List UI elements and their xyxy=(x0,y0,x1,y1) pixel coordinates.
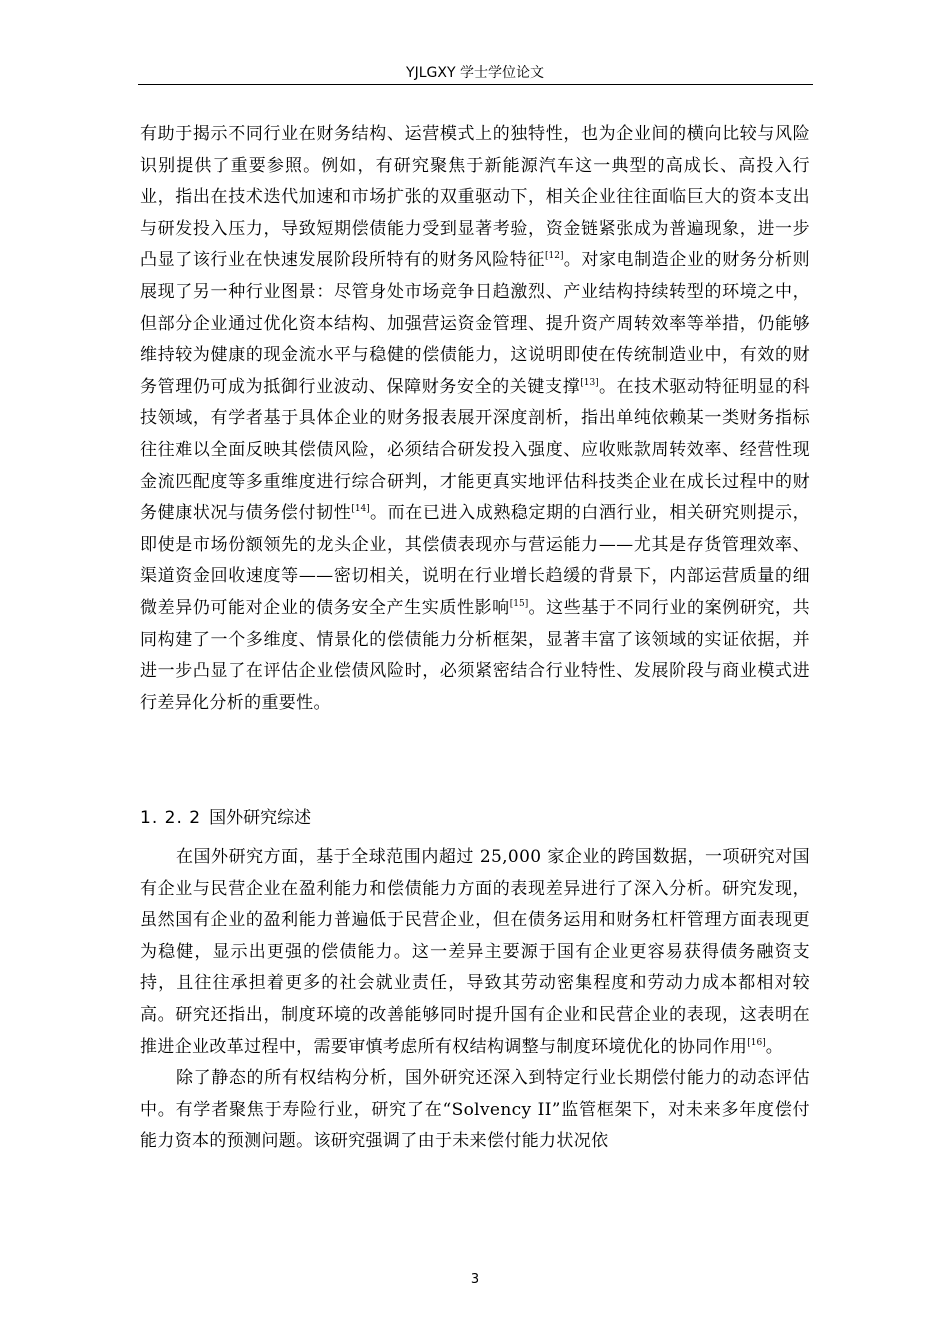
section-number: 1. 2. 2 xyxy=(140,808,202,828)
body-paragraph-continued xyxy=(140,119,810,719)
paragraph-text: 有助于揭示不同行业在财务结构、运营模式上的独特性，也为企业间的横向比较与风险识别提供了重要参照。例如，有研究聚焦于新能源汽车这一典型的高成长、高投入行业，指出在技术迭代加速和市场扩张的双重驱动下，相关企业往往面临巨大的资本支出与研发投入压力，导致短期偿债能力受到显著考验，资金链紧张成为普遍现象，进一步凸显了该行业在快速发展阶段所特有的财务风险特征 xyxy=(140,124,810,271)
paragraph-text: 。 xyxy=(765,1036,784,1057)
citation-14: [14] xyxy=(351,504,370,515)
page-number: 3 xyxy=(470,1272,480,1287)
body-section-foreign xyxy=(140,842,810,1158)
section-title: 国外研究综述 xyxy=(209,808,312,828)
running-header: YJLGXY 学士学位论文 xyxy=(406,65,544,81)
citation-16: [16] xyxy=(747,1037,766,1048)
section-heading xyxy=(140,806,810,830)
header-divider xyxy=(138,84,813,85)
paragraph-text: 除了静态的所有权结构分析，国外研究还深入到特定行业长期偿付能力的动态评估中。有学者聚焦于寿险行业，研究了在“Solvency II”监管框架下，对未来多年度偿付能力资本的预测问题。该研究强调了由于未来偿付能力状况依 xyxy=(140,1068,810,1152)
paragraph-text: 。而在已进入成熟稳定期的白酒行业，相关研究则提示，即使是市场份额领先的龙头企业，其偿债表现亦与营运能力——尤其是存货管理效率、渠道资金回收速度等——密切相关，说明在行业增长趋缓的背景下，内部运营质量的细微差异仍可能对企业的债务安全产生实质性影响 xyxy=(140,503,811,618)
paragraph-text: 。在技术驱动特征明显的科技领域，有学者基于具体企业的财务报表展开深度剖析，指出单纯依赖某一类财务指标往往难以全面反映其偿债风险，必须结合研发投入强度、应收账款周转效率、经营性现金流匹配度等多重维度进行综合研判，才能更真实地评估科技类企业在成长过程中的财务健康状况与债务偿付韧性 xyxy=(140,376,811,524)
citation-15: [15] xyxy=(509,598,529,609)
citation-12: [12] xyxy=(544,251,564,262)
body-paragraph-foreign-2 xyxy=(140,1063,810,1158)
citation-13: [13] xyxy=(580,377,599,388)
paragraph-text: 。这些基于不同行业的案例研究，共同构建了一个多维度、情景化的偿债能力分析框架，显著丰富了该领域的实证依据，并进一步凸显了在评估企业偿债风险时，必须紧密结合行业特性、发展阶段与商业模式进行差异化分析的重要性。 xyxy=(140,597,810,713)
paragraph-text: 。对家电制造企业的财务分析则展现了另一种行业图景：尽管身处市场竞争日趋激烈、产业结构持续转型的环境之中，但部分企业通过优化资本结构、加强营运资金管理、提升资产周转效率等举措，仍能够维持较为健康的现金流水平与稳健的偿债能力，这说明即使在传统制造业中，有效的财务管理仍可成为抵御行业波动、保障财务安全的关键支撑 xyxy=(140,250,810,397)
paragraph-text: 在国外研究方面，基于全球范围内超过 25,000 家企业的跨国数据，一项研究对国有企业与民营企业在盈利能力和偿债能力方面的表现差异进行了深入分析。研究发现，虽然国有企业的盈利能力普遍低于民营企业，但在债务运用和财务杠杆管理方面表现更为稳健，显示出更强的偿债能力。这一差异主要源于国有企业更容易获得债务融资支持，且往往承担着更多的社会就业责任，导致其劳动密集程度和劳动力成本都相对较高。研究还指出，制度环境的改善能够同时提升国有企业和民营企业的表现，这表明在推进企业改革过程中，需要审慎考虑所有权结构调整与制度环境优化的协同作用 xyxy=(140,847,810,1057)
body-paragraph-foreign-1 xyxy=(140,842,810,1063)
